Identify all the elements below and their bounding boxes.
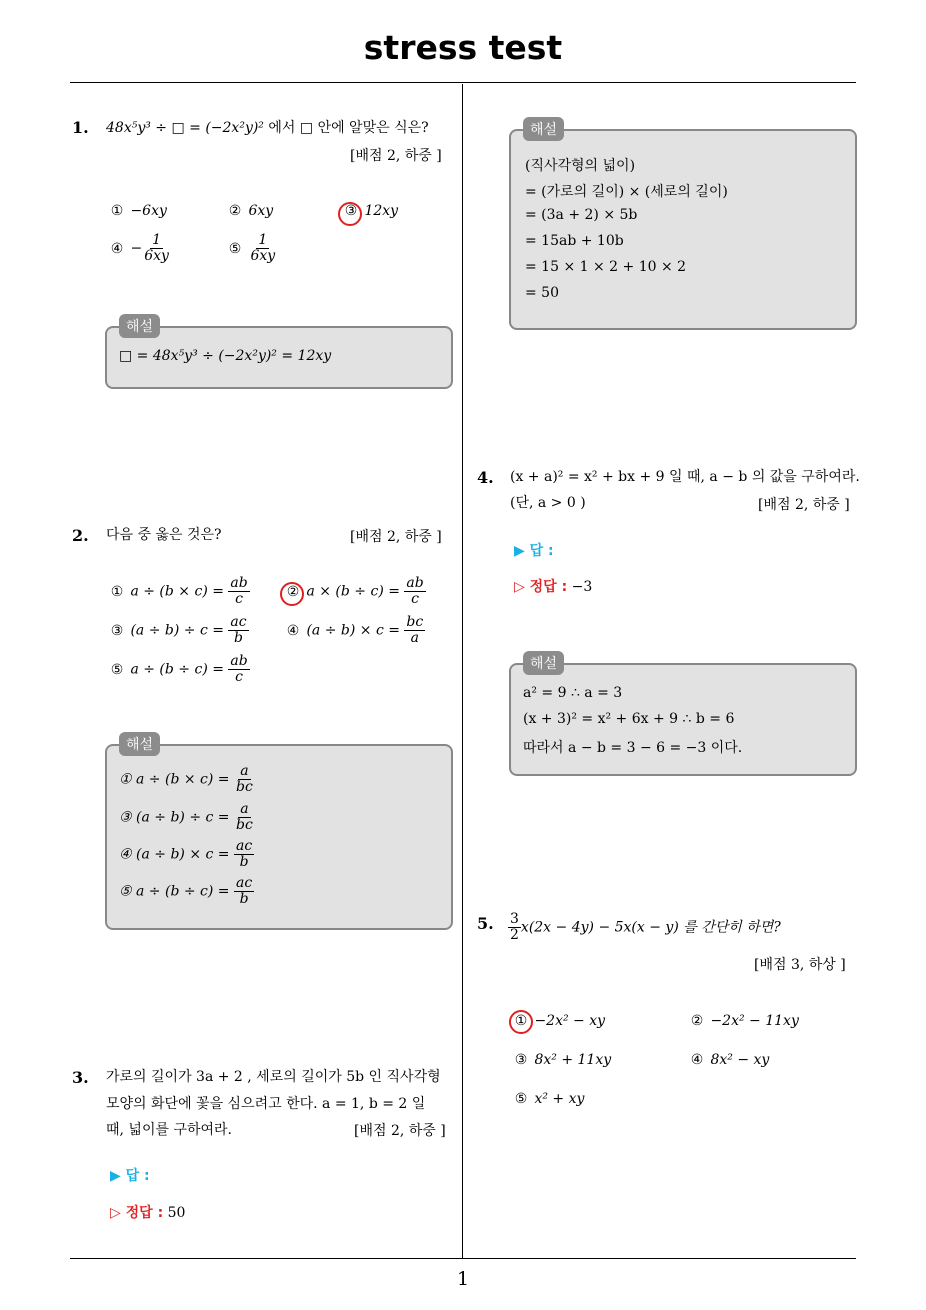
solution-line: ⑤ a ÷ (b ÷ c) = $\frac{ac}{b}$: [119, 875, 253, 907]
choice-3[interactable]: ③ 12xy: [344, 203, 399, 219]
question-line: 때, 넓이를 구하여라.: [106, 1122, 232, 1138]
choice-1[interactable]: ① −6xy: [110, 203, 167, 219]
answer-prompt[interactable]: ▶ 답 :: [110, 1168, 150, 1184]
page-title: stress test: [363, 28, 563, 67]
solution-line: = (3a + 2) × 5b: [525, 207, 638, 223]
solution-line: = 50: [525, 285, 559, 301]
question-line: 가로의 길이가 3a + 2 , 세로의 길이가 5b 인 직사각형: [106, 1069, 441, 1085]
choice-2[interactable]: ② −2x² − 11xy: [690, 1013, 799, 1029]
question-math: 48x⁵y³ ÷ □ = (−2x²y)²: [106, 120, 264, 136]
choice-1[interactable]: ① a ÷ (b × c) = $\frac{ab}{c}$: [110, 575, 248, 607]
question-text: [106, 115, 429, 141]
choice-3[interactable]: ③ 8x² + 11xy: [514, 1052, 612, 1068]
score-label: [배점 3, 하상 ]: [754, 957, 846, 973]
correct-answer: ▷ 정답 : −3: [514, 579, 593, 595]
score-label: [배점 2, 하중 ]: [354, 1123, 446, 1139]
question-line: 모양의 화단에 꽃을 심으려고 한다. a = 1, b = 2 일: [106, 1096, 426, 1112]
question-suffix: 에서 □ 안에 알맞은 식은?: [263, 120, 429, 136]
fraction: $\frac{1}{6xy}$: [144, 232, 169, 264]
score-label: [배점 2, 하중 ]: [350, 529, 442, 545]
page-number: 1: [456, 1268, 470, 1290]
score-label: [배점 2, 하중 ]: [758, 497, 850, 513]
footer-rule: [70, 1258, 856, 1259]
question-text: $\frac{3}{2}$ x(2x − 4y) − 5x(x − y) 를 간단히 하면?: [510, 911, 781, 943]
solution-tag: 해설: [523, 651, 564, 675]
question-line: (단, a > 0 ): [510, 495, 586, 511]
solution-tag: 해설: [119, 314, 160, 338]
solution-line: = (가로의 길이) × (세로의 길이): [525, 184, 728, 200]
choice-4[interactable]: ④ (a ÷ b) × c = $\frac{bc}{a}$: [286, 614, 424, 646]
question-number: 5.: [477, 914, 494, 933]
solution-line: ③ (a ÷ b) ÷ c = $\frac{a}{bc}$: [119, 801, 253, 833]
solution-line: = 15 × 1 × 2 + 10 × 2: [525, 259, 687, 275]
question-number: 3.: [72, 1068, 89, 1087]
choice-4[interactable]: ④ − $\frac{1}{6xy}$: [110, 232, 169, 264]
choice-2[interactable]: ② a × (b ÷ c) = $\frac{ab}{c}$: [286, 575, 424, 607]
choice-4[interactable]: ④ 8x² − xy: [690, 1052, 770, 1068]
solution-line: ④ (a ÷ b) × c = $\frac{ac}{b}$: [119, 838, 253, 870]
header-rule: [70, 82, 856, 83]
choice-2[interactable]: ② 6xy: [228, 203, 274, 219]
solution-tag: 해설: [119, 732, 160, 756]
solution-line: (직사각형의 넓이): [525, 158, 636, 174]
answer-prompt[interactable]: ▶ 답 :: [514, 543, 554, 559]
solution-box: [509, 656, 857, 776]
column-divider: [462, 84, 463, 1258]
question-number: 2.: [72, 526, 89, 545]
question-number: 1.: [72, 118, 89, 137]
question-number: 4.: [477, 468, 494, 487]
solution-line: a² = 9 ∴ a = 3: [523, 685, 623, 701]
solution-line: = 15ab + 10b: [525, 233, 624, 249]
score-label: [배점 2, 하중 ]: [350, 148, 442, 164]
solution-box-q3: [509, 122, 857, 330]
choice-5[interactable]: ⑤ $\frac{1}{6xy}$: [228, 232, 276, 264]
solution-line: 따라서 a − b = 3 − 6 = −3 이다.: [523, 740, 743, 756]
solution-box: [105, 737, 453, 930]
choice-3[interactable]: ③ (a ÷ b) ÷ c = $\frac{ac}{b}$: [110, 614, 247, 646]
solution-tag: 해설: [523, 117, 564, 141]
solution-line: ① a ÷ (b × c) = $\frac{a}{bc}$: [119, 763, 253, 795]
fraction: $\frac{1}{6xy}$: [250, 232, 276, 264]
solution-line: (x + 3)² = x² + 6x + 9 ∴ b = 6: [523, 711, 735, 727]
choice-5[interactable]: ⑤ a ÷ (b ÷ c) = $\frac{ab}{c}$: [110, 653, 248, 685]
question-text: 다음 중 옳은 것은?: [106, 527, 222, 543]
solution-box: [105, 319, 453, 389]
question-line: (x + a)² = x² + bx + 9 일 때, a − b 의 값을 구하여라.: [510, 469, 860, 485]
choice-5[interactable]: ⑤ x² + xy: [514, 1091, 585, 1107]
choice-1[interactable]: ① −2x² − xy: [514, 1013, 606, 1029]
solution-line: □ = 48x⁵y³ ÷ (−2x²y)² = 12xy: [119, 348, 332, 364]
correct-answer: ▷ 정답 : 50: [110, 1205, 186, 1221]
